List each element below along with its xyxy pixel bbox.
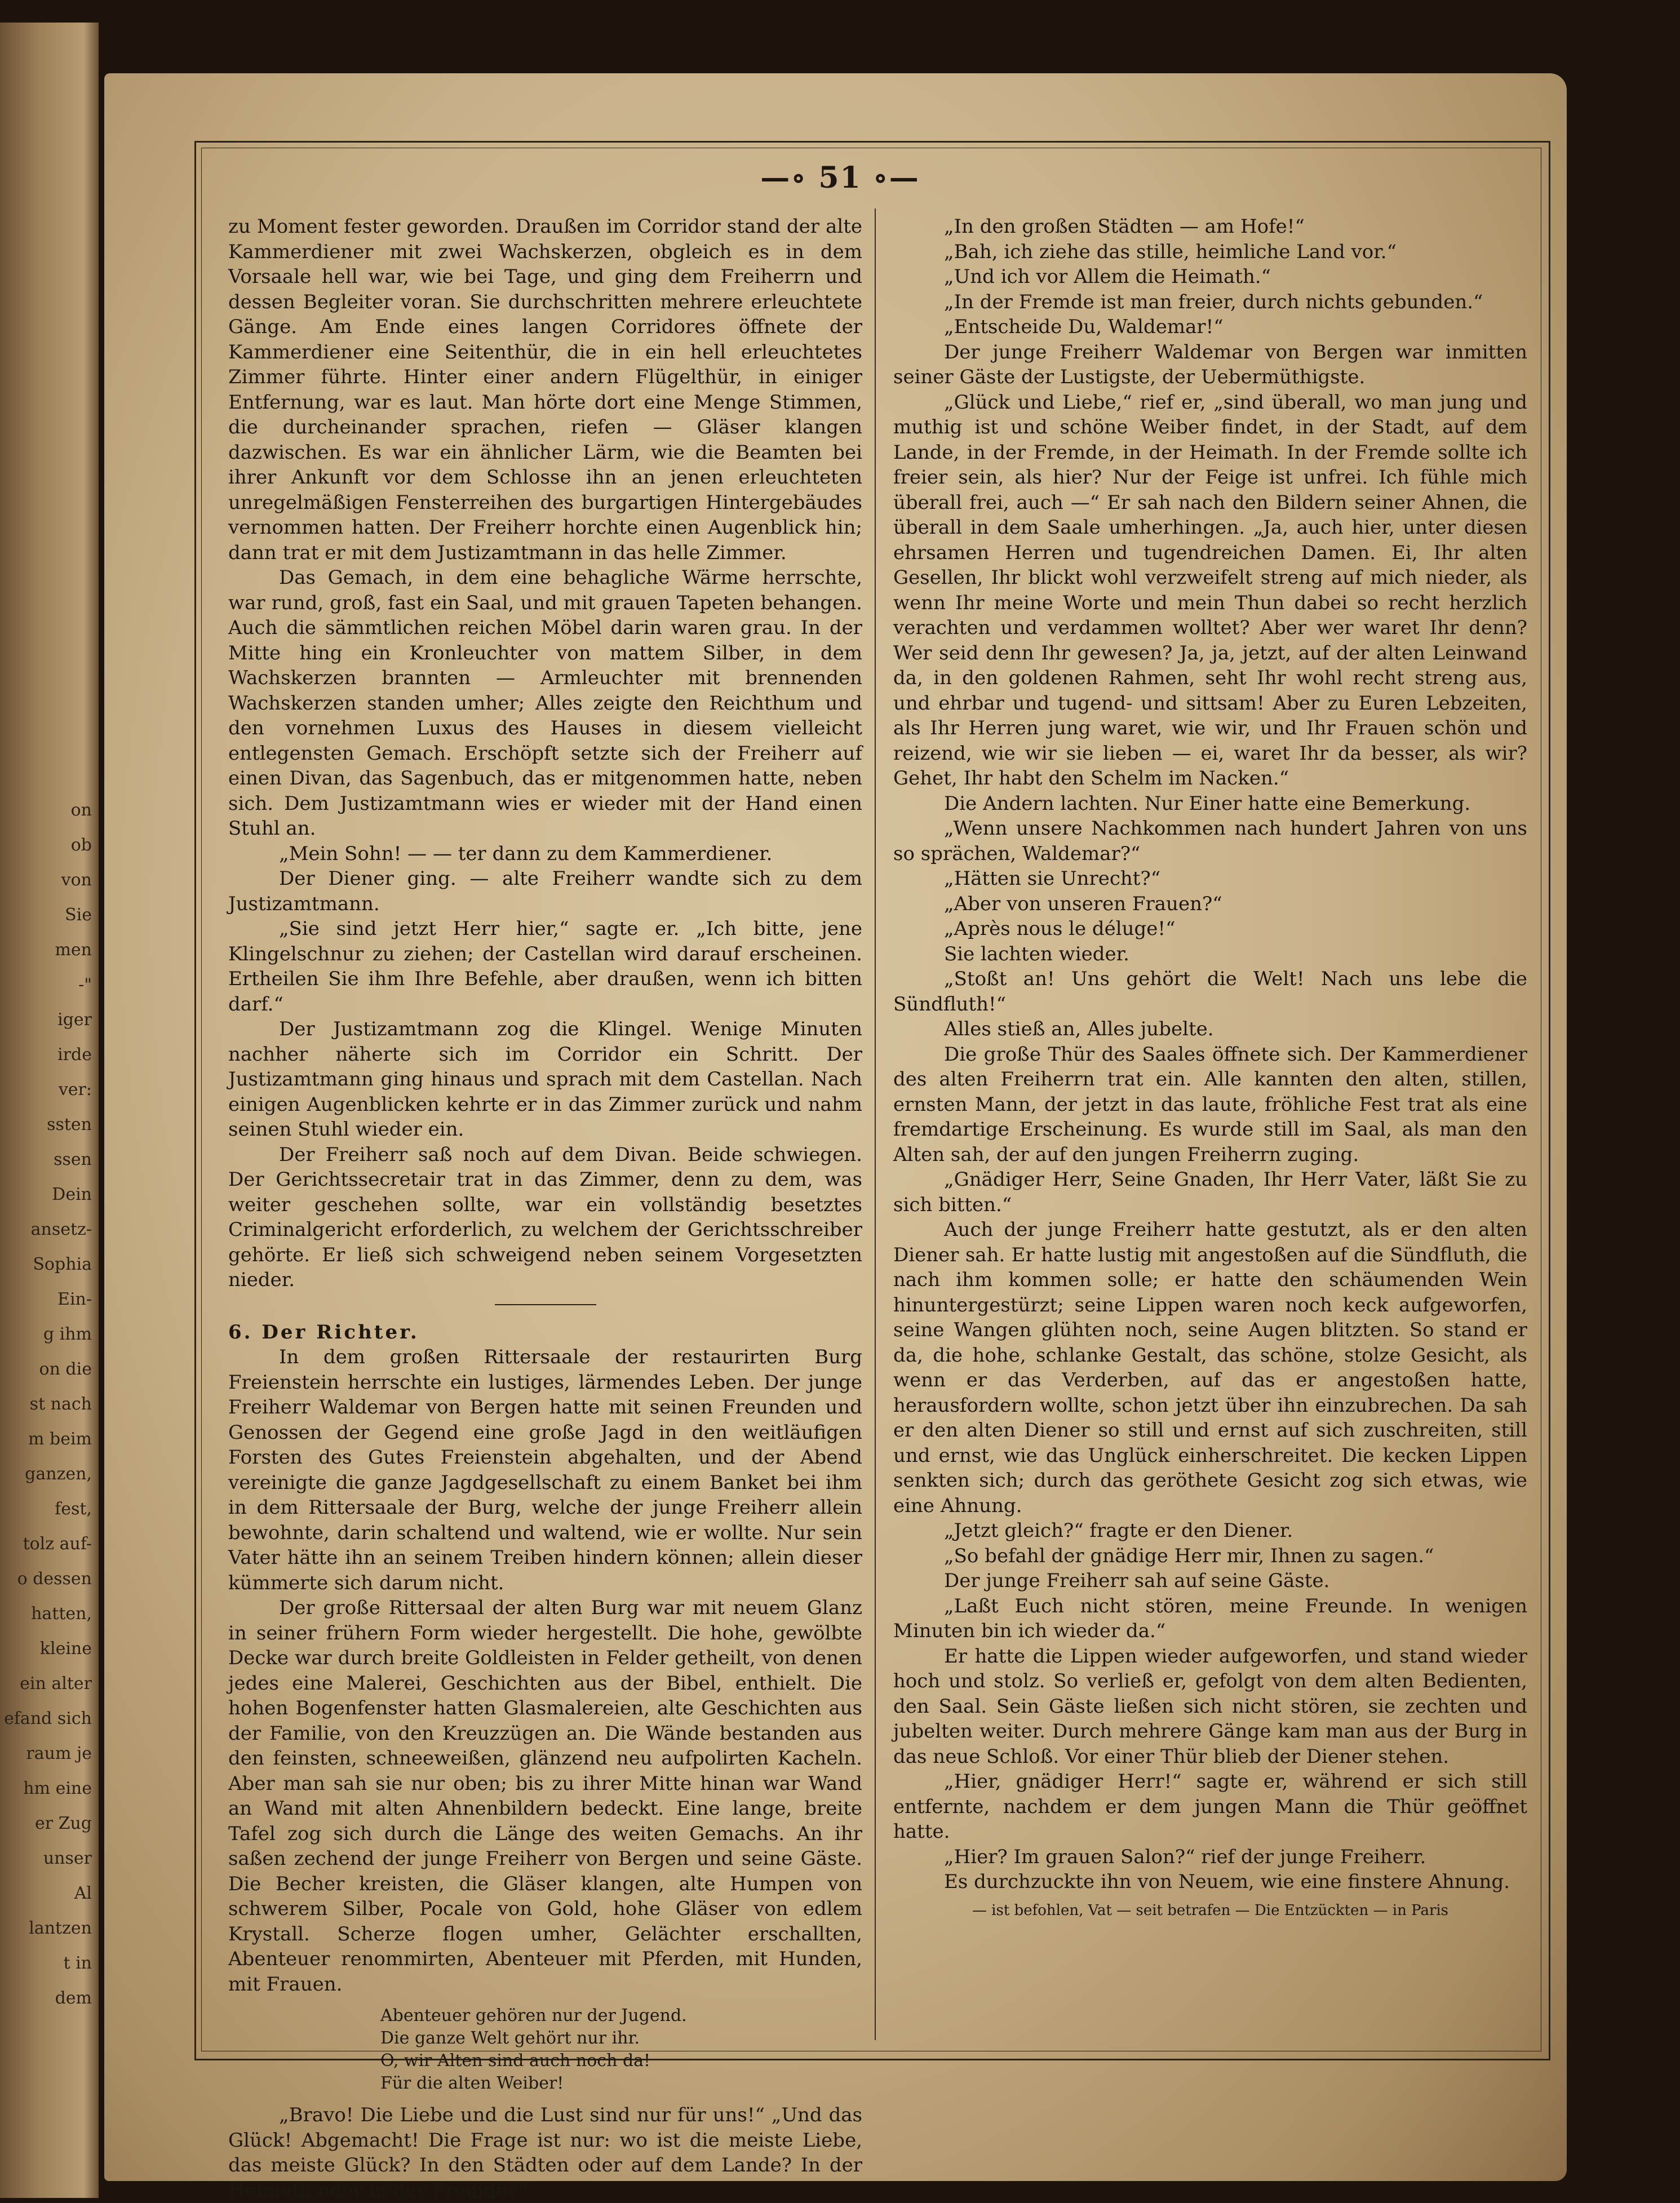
paragraph: In dem großen Rittersaale der restaurirten Burg Freienstein herrschte ein lustiges, lärmendes Leben. Der junge Freiherr Waldemar von Bergen hatte mit seinen Freunden und Genossen der Gegend eine große Jagd in den weitläufigen Forsten des Gutes Freienstein abgehalten, und der Abend vereinigte die ganze Jagdgesellschaft zu einem Banket bei ihm in dem Rittersaale der Burg, welche der junge Freiherr allein bewohnte, darin schaltend und waltend, wie er wollte. Nur sein Vater hätte ihn an seinem Treiben hindern können; allein dieser kümmerte sich darum nicht. [228, 1346, 862, 1594]
paragraph: Es durchzuckte ihn von Neuem, wie eine finstere Ahnung. [944, 1870, 1510, 1893]
verse-line: Abenteuer gehören nur der Jugend. [380, 2006, 687, 2025]
verse-line: O, wir Alten sind auch noch da! [380, 2051, 651, 2071]
margin-fragment: kleine [39, 1639, 92, 1659]
margin-fragment: Al [74, 1883, 92, 1903]
paragraph: „Gnädiger Herr, Seine Gnaden, Ihr Herr Vater, läßt Sie zu sich bitten.“ [893, 1168, 1527, 1216]
margin-fragment: ansetz- [30, 1220, 92, 1239]
paragraph: Der Freiherr saß noch auf dem Divan. Beide schwiegen. Der Gerichtssecretair trat in das Zimmer, denn zu dem, was weiter geschehen sollte, war ein vollständig besetztes Criminalgericht erforderlich, zu welchem der Gerichtsschreiber gehörte. Er ließ sich schweigend neben seinem Vorgesetzten nieder. [228, 1143, 862, 1291]
paragraph: Der junge Freiherr sah auf seine Gäste. [944, 1570, 1330, 1592]
paragraph: Der große Rittersaal der alten Burg war mit neuem Glanz in seiner frühern Form wieder hergestellt. Die hohe, gewölbte Decke war durch breite Goldleisten in Felder getheilt, von denen jedes eine Malerei, Geschichten aus der Bibel, enthielt. Die hohen Bogenfenster hatten Glasmalereien, alte Geschichten aus der Familie, von den Kreuzzügen an. Die Wände bestanden aus den feinsten, schneeweißen, glänzend neu aufpolirten Kacheln. Aber man sah sie nur oben; bis zu ihrer Mitte hinan war Wand an Wand mit alten Ahnenbildern bedeckt. Eine lange, breite Tafel zog sich durch die Länge des weiten Gemachs. An ihr saßen zechend der junge Freiherr von Bergen und seine Gäste. Die Becher kreisten, die Gläser klangen, alte Humpen von schwerem Silber, Pocale von Gold, hohe Gläser von edlem Krystall. Scherze flogen umher, Gelächter erschallten, Abenteuer renommirten, Abenteuer mit Pferden, mit Hunden, mit Frauen. [228, 1597, 862, 1996]
margin-fragment: hm eine [23, 1779, 92, 1798]
paragraph: Der Diener ging. — alte Freiherr wandte sich zu dem Justizamtmann. [228, 867, 862, 915]
left-margin-fragments [0, 23, 99, 2198]
margin-fragment: dem [55, 1988, 92, 2008]
paragraph: Der Justizamtmann zog die Klingel. Wenige Minuten nachher näherte sich im Corridor ein Schritt. Der Justizamtmann ging hinaus und sprach mit dem Castellan. Nach einigen Augenblicken kehrte er in das Zimmer zurück und nahm seinen Stuhl wieder ein. [228, 1018, 862, 1141]
paragraph: zu Moment fester geworden. Draußen im Corridor stand der alte Kammerdiener mit zwei Wachskerzen, obgleich es in dem Vorsaale hell war, wie bei Tage, und ging dem Freiherrn und dessen Begleiter voran. Sie durchschritten mehrere erleuchtete Gänge. Am Ende eines langen Corridores öffnete der Kammerdiener eine Seitenthür, die in ein hell erleuchtetes Zimmer führte. Hinter einer andern Flügelthür, in einiger Entfernung, war es laut. Man hörte dort eine Menge Stimmen, die durcheinander sprachen, riefen — Gläser klangen dazwischen. Es war ein ähnlicher Lärm, wie die Beamten bei ihrer Ankunft vor dem Schlosse ihn an jenen erleuchteten unregelmäßigen Fensterreihen des burgartigen Hintergebäudes vernommen hatten. Der Freiherr horchte einen Augenblick hin; dann trat er mit dem Justizamtmann in das helle Zimmer. [228, 215, 862, 564]
margin-fragment: raum je [26, 1744, 92, 1763]
margin-fragment: tolz auf- [23, 1534, 92, 1554]
margin-fragment: ssten [47, 1115, 92, 1134]
paragraph: „Entscheide Du, Waldemar!“ [944, 316, 1224, 338]
margin-fragment: lantzen [29, 1918, 92, 1938]
paragraph: „Hier, gnädiger Herr!“ sagte er, während er sich still entfernte, nachdem er dem jungen Mann die Thür geöffnet hatte. [893, 1770, 1527, 1843]
paragraph: „Mein Sohn! — — ter dann zu dem Kammerdiener. [279, 842, 773, 865]
margin-fragment: irde [57, 1045, 92, 1065]
paragraph: „Bah, ich ziehe das stille, heimliche Land vor.“ [944, 240, 1397, 263]
paragraph: Er hatte die Lippen wieder aufgeworfen, und stand wieder hoch und stolz. So verließ er, gefolgt von dem alten Bedienten, den Saal. Sein Gäste ließen sich nicht stören, sie zechten und jubelten weiter. Durch mehrere Gänge kam man aus der Burg in das neue Schloß. Vor einer Thür blieb der Diener stehen. [893, 1645, 1527, 1768]
header-ornament-right: ∘— [872, 161, 920, 195]
margin-fragment: Sophia [33, 1255, 92, 1274]
paragraph: „Glück und Liebe,“ rief er, „sind überall, wo man jung und muthig ist und schöne Weiber findet, in der Stadt, auf dem Lande, in der Fremde, in der Heimath. In der Fremde sollte ich freier sein, als hier? Nur der Feige ist unfrei. Ich fühle mich überall frei, auch —“ Er sah nach den Bildern seiner Ahnen, die überall in dem Saale umherhingen. „Ja, auch hier, unter diesen ehrsamen Herren und tugendreichen Damen. Ei, Ihr alten Gesellen, Ihr blickt wohl verzweifelt streng auf mich nieder, als wenn Ihr meine Worte und mein Thun dabei so recht herzlich verachten und verdammen wolltet? Aber wer waret Ihr denn? Wer seid denn Ihr gewesen? Ja, ja, jetzt, auf der alten Leinwand da, in den goldenen Rahmen, seht Ihr wohl recht streng aus, und ehrbar und tugend- und sittsam! Aber zu Euren Lebzeiten, als Ihr Herren jung waret, wie wir, und Ihr Frauen schön und reizend, wie wir sie lieben — ei, waret Ihr da besser, als wir? Gehet, Ihr habt den Schelm im Nacken.“ [893, 391, 1527, 790]
verse-line: Die ganze Welt gehört nur ihr. [380, 2028, 640, 2048]
column-rule [875, 209, 876, 2040]
paragraph: Alles stieß an, Alles jubelte. [944, 1018, 1214, 1040]
paragraph: „Sie sind jetzt Herr hier,“ sagte er. „Ich bitte, jene Klingelschnur zu ziehen; der Castellan wird darauf erscheinen. Ertheilen Sie ihm Ihre Befehle, aber draußen, wenn ich bitten darf.“ [228, 917, 862, 1016]
left-page-edge [0, 23, 99, 2198]
margin-fragment: m beim [28, 1429, 92, 1449]
paragraph: „Bravo! Die Liebe und die Lust sind nur für uns!“ „Und das Glück! Abgemacht! Die Frage ist nur: wo ist die meiste Liebe, das meiste Glück? In den Städten oder auf dem Lande? In der Heimath oder in der Fremde?“ [228, 2104, 862, 2202]
margin-fragment: ver: [58, 1080, 92, 1100]
margin-fragment: Dein [52, 1185, 92, 1204]
margin-fragment: efand sich [4, 1709, 92, 1728]
verse-block [380, 2005, 862, 2095]
margin-fragment: er Zug [34, 1814, 92, 1833]
right-column [893, 214, 1527, 1923]
chapter-title: 6. Der Richter. [228, 1320, 419, 1344]
paragraph: „Wenn unsere Nachkommen nach hundert Jahren von uns so sprächen, Waldemar?“ [893, 817, 1527, 865]
margin-fragment: ob [70, 835, 92, 855]
paragraph: Auch der junge Freiherr hatte gestutzt, als er den alten Diener sah. Er hatte lustig mit angestoßen auf die Sündfluth, die nach ihm kommen solle; er hatte den schäumenden Wein hinuntergestürzt; seine Lippen waren noch keck aufgeworfen, seine Wangen glühten noch, seine Augen blitzten. So stand er da, die hohe, schlanke Gestalt, das schöne, stolze Gesicht, als wenn er das Verderben, auf das er angestoßen hatte, herausfordern wollte, schon jetzt über ihn einzubrechen. Da sah er den alten Diener so still und ernst auf sich zuschreiten, still und ernst, wie das Unglück einherschreitet. Die kecken Lippen senkten sich; durch das geröthete Gesicht zog sich etwas, wie eine Ahnung. [893, 1218, 1527, 1517]
margin-fragment: on [70, 800, 92, 820]
paragraph: „Und ich vor Allem die Heimath.“ [944, 265, 1271, 288]
margin-fragment: o dessen [17, 1569, 92, 1589]
margin-fragment: hatten, [31, 1604, 92, 1624]
page-header [0, 161, 1680, 195]
margin-fragment: ganzen, [25, 1464, 92, 1484]
margin-fragment: t in [63, 1953, 92, 1973]
margin-fragment: fest, [55, 1499, 92, 1519]
paragraph: „Aber von unseren Frauen?“ [944, 892, 1222, 915]
margin-fragment: on die [39, 1359, 92, 1379]
paragraph: Das Gemach, in dem eine behagliche Wärme herrschte, war rund, groß, fast ein Saal, und mit grauen Tapeten behangen. Auch die sämmtlichen reichen Möbel darin waren grau. In der Mitte hing ein Kronleuchter von mattem Silber, in dem Wachskerzen brannten — Armleuchter mit brennenden Wachskerzen standen umher; Alles zeigte den Reichthum und den vornehmen Luxus des Hauses in diesem vielleicht entlegensten Gemach. Erschöpft setzte sich der Freiherr auf einen Divan, das Sagenbuch, das er mitgenommen hatte, neben sich. Dem Justizamtmann wies er wieder mit der Hand einen Stuhl an. [228, 566, 862, 840]
margin-fragment: g ihm [43, 1324, 92, 1344]
paragraph: Die große Thür des Saales öffnete sich. Der Kammerdiener des alten Freiherrn trat ein. Alle kannten den alten, stillen, ernsten Mann, der jetzt in das laute, fröhliche Fest trat als eine fremdartige Erscheinung. Es wurde still im Saal, als man den Alten sah, der auf den jungen Freiherrn zuging. [893, 1043, 1527, 1166]
paragraph: „Hätten sie Unrecht?“ [944, 867, 1161, 890]
paragraph: „Hier? Im grauen Salon?“ rief der junge Freiherr. [944, 1845, 1426, 1868]
margin-fragment: von [61, 870, 92, 890]
margin-fragment: st nach [29, 1394, 92, 1414]
paragraph: Die Andern lachten. Nur Einer hatte eine Bemerkung. [944, 792, 1471, 815]
margin-fragment: Ein- [57, 1289, 92, 1309]
margin-fragment: ssen [54, 1150, 92, 1169]
paragraph: „Jetzt gleich?“ fragte er den Diener. [944, 1519, 1293, 1542]
paragraph: „So befahl der gnädige Herr mir, Ihnen zu sagen.“ [944, 1544, 1434, 1567]
paragraph: Sie lachten wieder. [944, 942, 1129, 965]
bottom-fragments: — ist befohlen, Vat — seit betrafen — Die Entzückten — in Paris [972, 1901, 1449, 1919]
margin-fragment: iger [57, 1010, 92, 1030]
paragraph: „Laßt Euch nicht stören, meine Freunde. In wenigen Minuten bin ich wieder da.“ [893, 1594, 1527, 1642]
paragraph: „Après nous le déluge!“ [944, 917, 1176, 940]
paragraph: „In den großen Städten — am Hofe!“ [944, 215, 1305, 238]
verse-line: Für die alten Weiber! [380, 2073, 564, 2093]
margin-fragment: ein alter [20, 1674, 92, 1694]
paragraph: Der junge Freiherr Waldemar von Bergen war inmitten seiner Gäste der Lustigste, der Uebermüthigste. [893, 340, 1527, 388]
paragraph: „In der Fremde ist man freier, durch nichts gebunden.“ [944, 290, 1483, 313]
margin-fragment: Sie [65, 905, 92, 925]
margin-fragment: men [55, 940, 92, 960]
paragraph: „Stoßt an! Uns gehört die Welt! Nach uns lebe die Sündfluth!“ [893, 968, 1527, 1016]
margin-fragment: unser [43, 1849, 92, 1868]
left-column [228, 214, 862, 2203]
header-ornament-left: —∘ [760, 161, 819, 195]
margin-fragment: -" [78, 975, 92, 995]
page-number: 51 [818, 161, 862, 195]
section-divider [495, 1304, 596, 1305]
